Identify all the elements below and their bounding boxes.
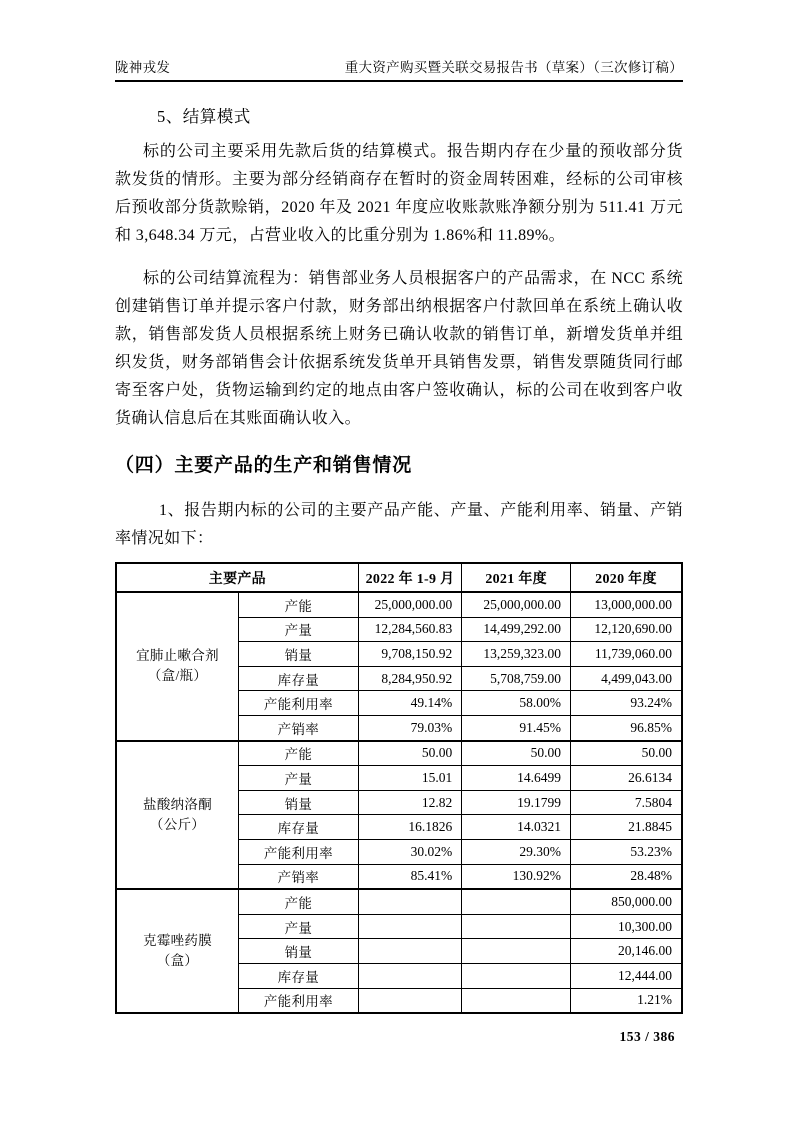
value-cell: 16.1826 <box>358 815 462 840</box>
value-cell: 49.14% <box>358 691 462 716</box>
value-cell: 10,300.00 <box>570 914 682 939</box>
header-document-title: 重大资产购买暨关联交易报告书（草案）（三次修订稿） <box>344 60 683 75</box>
metric-cell: 库存量 <box>239 666 359 691</box>
value-cell: 30.02% <box>358 839 462 864</box>
table-row <box>116 741 682 766</box>
product-cell-group3 <box>116 889 239 1013</box>
column-header-2021: 2021 年度 <box>462 563 571 592</box>
value-cell: 14,499,292.00 <box>462 617 571 642</box>
metric-cell: 销量 <box>239 939 359 964</box>
value-cell: 5,708,759.00 <box>462 666 571 691</box>
value-cell: 28.48% <box>570 864 682 889</box>
metric-cell: 产能利用率 <box>239 691 359 716</box>
value-cell: 26.6134 <box>570 766 682 791</box>
product-name: 盐酸纳洛酮 <box>143 796 213 812</box>
value-cell: 12,444.00 <box>570 963 682 988</box>
value-cell: 29.30% <box>462 839 571 864</box>
column-header-product: 主要产品 <box>116 563 358 592</box>
value-cell: 25,000,000.00 <box>358 592 462 617</box>
value-cell: 50.00 <box>570 741 682 766</box>
metric-cell: 产量 <box>239 914 359 939</box>
table-header-row <box>116 563 682 592</box>
value-cell <box>358 939 462 964</box>
value-cell <box>462 889 571 914</box>
value-cell: 9,708,150.92 <box>358 642 462 667</box>
value-cell: 12.82 <box>358 790 462 815</box>
product-name: 克霉唑药膜 <box>143 932 213 948</box>
metric-cell: 产能利用率 <box>239 839 359 864</box>
metric-cell: 产销率 <box>239 864 359 889</box>
value-cell: 13,000,000.00 <box>570 592 682 617</box>
value-cell: 91.45% <box>462 715 571 740</box>
product-name: 宜肺止嗽合剂 <box>136 648 219 664</box>
value-cell: 85.41% <box>358 864 462 889</box>
value-cell: 58.00% <box>462 691 571 716</box>
value-cell: 96.85% <box>570 715 682 740</box>
metric-cell: 库存量 <box>239 815 359 840</box>
value-cell <box>462 914 571 939</box>
document-page <box>115 0 683 1045</box>
value-cell: 8,284,950.92 <box>358 666 462 691</box>
value-cell: 53.23% <box>570 839 682 864</box>
table-intro-text: 1、报告期内标的公司的主要产品产能、产量、产能利用率、销量、产销率情况如下： <box>115 502 683 547</box>
value-cell: 130.92% <box>462 864 571 889</box>
metric-cell: 产能利用率 <box>239 988 359 1013</box>
value-cell: 79.03% <box>358 715 462 740</box>
metric-cell: 销量 <box>239 642 359 667</box>
value-cell <box>358 889 462 914</box>
metric-cell: 销量 <box>239 790 359 815</box>
value-cell: 1.21% <box>570 988 682 1013</box>
product-unit: （盒/瓶） <box>147 668 208 684</box>
production-sales-table <box>115 562 683 1014</box>
value-cell: 13,259,323.00 <box>462 642 571 667</box>
value-cell: 50.00 <box>358 741 462 766</box>
product-unit: （盒） <box>156 953 199 969</box>
value-cell: 14.6499 <box>462 766 571 791</box>
product-cell-group1 <box>116 592 239 741</box>
page-header <box>115 0 683 82</box>
metric-cell: 产能 <box>239 592 359 617</box>
value-cell: 14.0321 <box>462 815 571 840</box>
value-cell <box>462 988 571 1013</box>
table-row <box>116 889 682 914</box>
value-cell <box>358 963 462 988</box>
section-4-title: （四）主要产品的生产和销售情况 <box>115 455 413 476</box>
table-row <box>116 592 682 617</box>
value-cell: 12,120,690.00 <box>570 617 682 642</box>
value-cell <box>358 914 462 939</box>
paragraph-settlement-process: 标的公司结算流程为：销售部业务人员根据客户的产品需求，在 NCC 系统创建销售订单并提示客户付款，财务部出纳根据客户付款回单在系统上确认收款，销售部发货人员根据系统上财务已确认收款的销售订单，新增发货单并组织发货，财务部销售会计依据系统发货单开具销售发票，销售发票随货同行邮寄至客户处，货物运输到约定的地点由客户签收确认，标的公司在收到客户收货确认信息后在其账面确认收入。 <box>115 270 683 427</box>
value-cell: 20,146.00 <box>570 939 682 964</box>
column-header-2020: 2020 年度 <box>570 563 682 592</box>
value-cell <box>462 963 571 988</box>
value-cell: 850,000.00 <box>570 889 682 914</box>
value-cell: 15.01 <box>358 766 462 791</box>
value-cell: 93.24% <box>570 691 682 716</box>
value-cell: 12,284,560.83 <box>358 617 462 642</box>
value-cell <box>358 988 462 1013</box>
header-company-name: 陇神戎发 <box>115 60 171 75</box>
product-cell-group2 <box>116 741 239 890</box>
page-number: 153 / 386 <box>619 1029 675 1045</box>
value-cell: 25,000,000.00 <box>462 592 571 617</box>
subsection-5-title: 5、结算模式 <box>157 107 251 126</box>
product-unit: （公斤） <box>149 816 206 832</box>
value-cell: 21.8845 <box>570 815 682 840</box>
metric-cell: 产能 <box>239 741 359 766</box>
value-cell <box>462 939 571 964</box>
metric-cell: 库存量 <box>239 963 359 988</box>
metric-cell: 产量 <box>239 617 359 642</box>
column-header-2022: 2022 年 1-9 月 <box>358 563 462 592</box>
value-cell: 4,499,043.00 <box>570 666 682 691</box>
metric-cell: 产量 <box>239 766 359 791</box>
paragraph-settlement-mode: 标的公司主要采用先款后货的结算模式。报告期内存在少量的预收部分货款发货的情形。主要为部分经销商存在暂时的资金周转困难，经标的公司审核后预收部分货款赊销，2020 年及 2021 年度应收账款账净额分别为 511.41 万元和 3,648.34 万元，占营业收入的比重分别为 1.86%和 11.89%。 <box>115 143 683 244</box>
value-cell: 50.00 <box>462 741 571 766</box>
value-cell: 11,739,060.00 <box>570 642 682 667</box>
metric-cell: 产能 <box>239 889 359 914</box>
value-cell: 19.1799 <box>462 790 571 815</box>
metric-cell: 产销率 <box>239 715 359 740</box>
value-cell: 7.5804 <box>570 790 682 815</box>
